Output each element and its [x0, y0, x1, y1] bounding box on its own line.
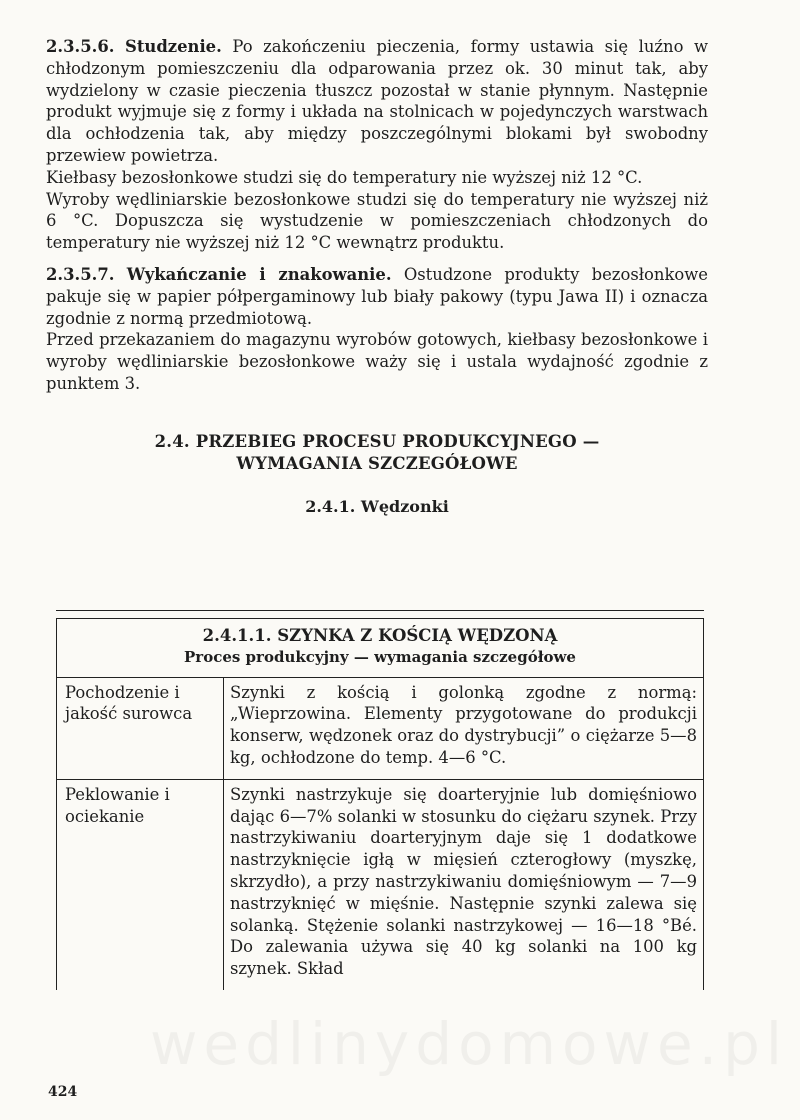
section-2-4-title: [46, 431, 708, 475]
title-line-1: 2.4. PRZEBIEG PROCESU PRODUKCYJNEGO —: [154, 431, 600, 451]
row-content: Szynki z kością i golonką zgodne z normą: „Wieprzowina. Elementy przygotowane do produkcji konserw, wędzonek oraz do dystrybucji” o ciężarze 5—8 kg, ochłodzone do temp. 4—6 °C.: [224, 677, 704, 779]
paragraph-text: Po zakończeniu pieczenia, formy ustawia się luźno w chłodzonym pomieszczeniu dla odparowania przez ok. 30 minut tak, aby wydzielony w czasie pieczenia tłuszcz pozostał w stanie płynnym. Następnie produkt wyjmuje się z formy i układa na stolnicach w pojedynczych warstwach dla ochłodzenia tak, aby między poszczególnymi blokami był swobodny przewiew powietrza.: [46, 37, 709, 165]
table-subtitle: Proces produkcyjny — wymagania szczegółowe: [184, 647, 576, 666]
paragraph-przekazanie: Przed przekazaniem do magazynu wyrobów gotowych, kiełbasy bezosłonkowe i wyroby wędliniarskie bezosłonkowe waży się i ustala wydajność zgodnie z punktem 3.: [46, 330, 708, 393]
subsection-title: 2.4.1. Wędzonki: [305, 496, 449, 516]
section-heading: Studzenie.: [125, 37, 222, 56]
watermark: wedlinydomowe.pl: [150, 1010, 789, 1078]
table-header: [57, 619, 704, 678]
paragraph-kielbasy: Kiełbasy bezosłonkowe studzi się do temperatury nie wyższej niż 12 °C.: [46, 167, 643, 187]
table-title: 2.4.1.1. SZYNKA Z KOŚCIĄ WĘDZONĄ: [202, 626, 558, 645]
requirements-table: [56, 610, 704, 990]
section-heading: Wykańczanie i znakowanie.: [126, 264, 392, 284]
paragraph-wyroby: Wyroby wędliniarskie bezosłonkowe studzi się do temperatury nie wyższej niż 6 °C. Dopuszcza się wystudzenie w pomieszczeniach chłodzonych do temperatury nie wyższej niż 12 °C wewnątrz produktu.: [46, 189, 708, 253]
row-label: Pochodzenie i jakość surowca: [57, 677, 224, 779]
table-row: [57, 779, 704, 990]
row-content: Szynki nastrzykuje się doarteryjnie lub domięśniowo dając 6—7% solanki w stosunku do ciężaru szynek. Przy nastrzykiwaniu doarteryjnym daje się 1 dodatkowe nastrzyknięcie igłą w mięsień czterogłowy (myszkę, skrzydło), a przy nastrzykiwaniu domięśniowym — 7—9 nastrzyknięć w mięśnie. Następnie szynki zalewa się solanką. Stężenie solanki nastrzykowej — 16—18 °Bé. Do zalewania używa się 40 kg solanki na 100 kg szynek. Skład: [224, 779, 704, 990]
row-label: Peklowanie i ociekanie: [57, 779, 224, 990]
table-row: [57, 677, 704, 779]
paragraph-studzenie: [46, 36, 708, 167]
page-number: 424: [48, 1084, 78, 1100]
paragraph-text: Ostudzone produkty bezosłonkowe pakuje się w papier półpergaminowy lub biały pakowy (typu Jawa II) i oznacza zgodnie z normą przedmiotową.: [46, 264, 708, 328]
section-2-3-5-7: [46, 264, 708, 395]
title-line-2: WYMAGANIA SZCZEGÓŁOWE: [236, 453, 518, 473]
section-number: 2.3.5.6.: [46, 37, 115, 56]
document-page: [46, 36, 708, 516]
paragraph-wykanczanie: [46, 264, 708, 329]
section-2-3-5-6: [46, 36, 708, 254]
section-number: 2.3.5.7.: [46, 264, 115, 284]
